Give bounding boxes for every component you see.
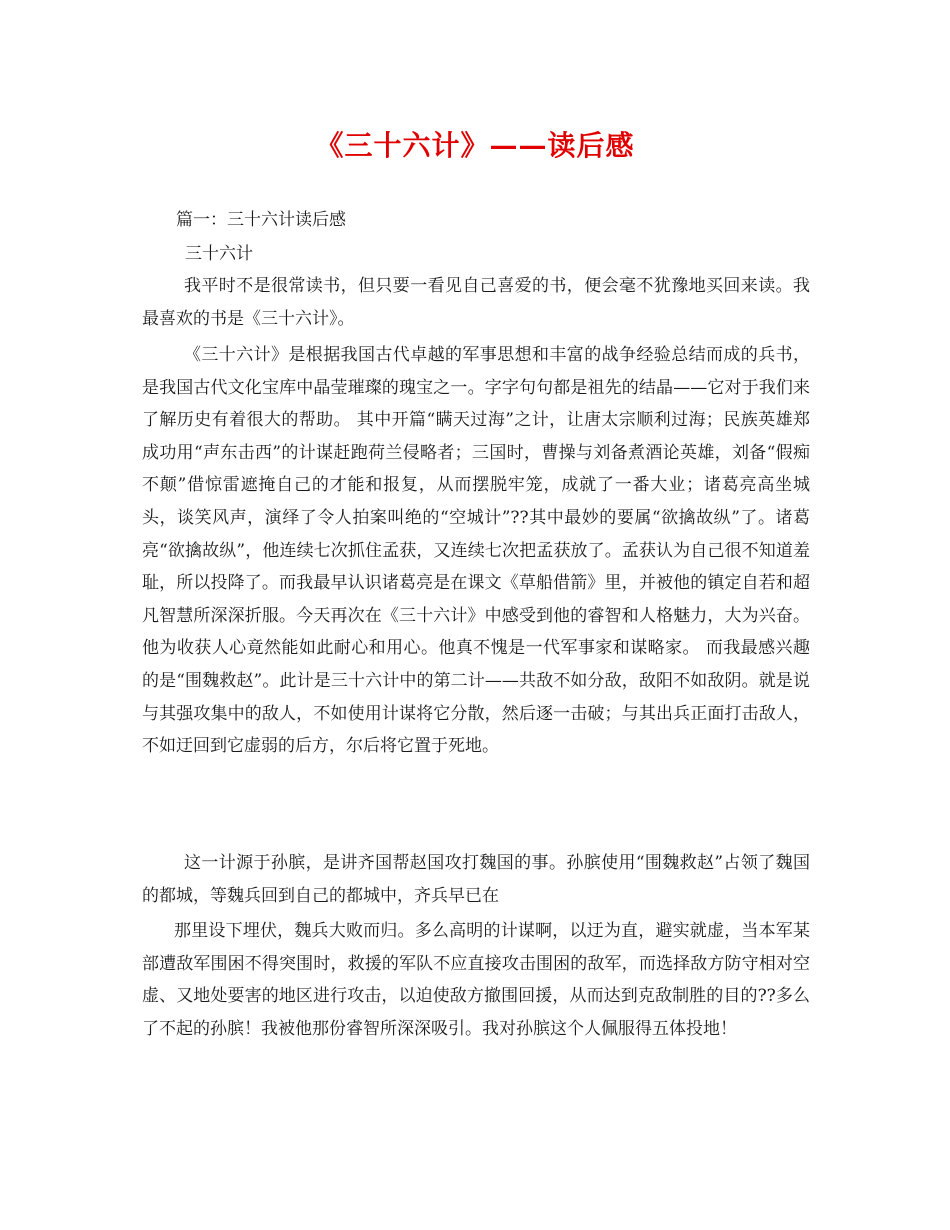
section-subtitle: 三十六计 xyxy=(185,244,253,264)
section-label: 篇一：三十六计读后感 xyxy=(176,210,346,230)
body-paragraph-4: 那里设下埋伏，魏兵大败而归。多么高明的计谋啊，以迂为直，避实就虚，当本军某部遭敌军围困不得突围时，救援的军队不应直接攻击围困的敌军，而选择敌方防守相对空虚、又地处要害的地区进行攻击，以迫使敌方撤围回援，从而达到克敌制胜的目的??多么了不起的孙膑！我被他那份睿智所深深吸引。我对孙膑这个人佩服得五体投地！ xyxy=(142,921,810,1039)
body-paragraph-3: 这一计源于孙膑，是讲齐国帮赵国攻打魏国的事。孙膑使用“围魏救赵”占领了魏国的都城，等魏兵回到自己的都城中，齐兵早已在 xyxy=(142,853,810,906)
document-title: 《三十六计》——读后感 xyxy=(315,129,635,162)
body-paragraph-1: 我平时不是很常读书，但只要一看见自己喜爱的书，便会毫不犹豫地买回来读。我最喜欢的书是《三十六计》。 xyxy=(142,276,810,329)
body-paragraph-2: 《三十六计》是根据我国古代卓越的军事思想和丰富的战争经验总结而成的兵书，是我国古代文化宝库中晶莹璀璨的瑰宝之一。字字句句都是祖先的结晶——它对于我们来了解历史有着很大的帮助。 其中开篇“瞒天过海”之计，让唐太宗顺利过海；民族英雄郑成功用“声东击西”的计谋赶跑荷兰侵略者；三国时，曹操与刘备煮酒论英雄，刘备“假痴不颠”借惊雷遮掩自己的才能和报复，从而摆脱牢笼，成就了一番大业；诸葛亮高坐城头，谈笑风声，演绎了令人拍案叫绝的“空城计”??其中最妙的要属“欲擒故纵”了。诸葛亮“欲擒故纵”，他连续七次抓住孟获，又连续七次把孟获放了。孟获认为自己很不知道羞耻，所以投降了。而我最早认识诸葛亮是在课文《草船借箭》里，并被他的镇定自若和超凡智慧所深深折服。今天再次在《三十六计》中感受到他的睿智和人格魅力，大为兴奋。他为收获人心竟然能如此耐心和用心。他真不愧是一代军事家和谋略家。 而我最感兴趣的是“围魏救赵”。此计是三十六计中的第二计——共敌不如分敌，敌阳不如敌阴。就是说与其强攻集中的敌人，不如使用计谋将它分散，然后逐一击破；与其出兵正面打击敌人，不如迂回到它虚弱的后方，尔后将它置于死地。 xyxy=(142,345,810,757)
